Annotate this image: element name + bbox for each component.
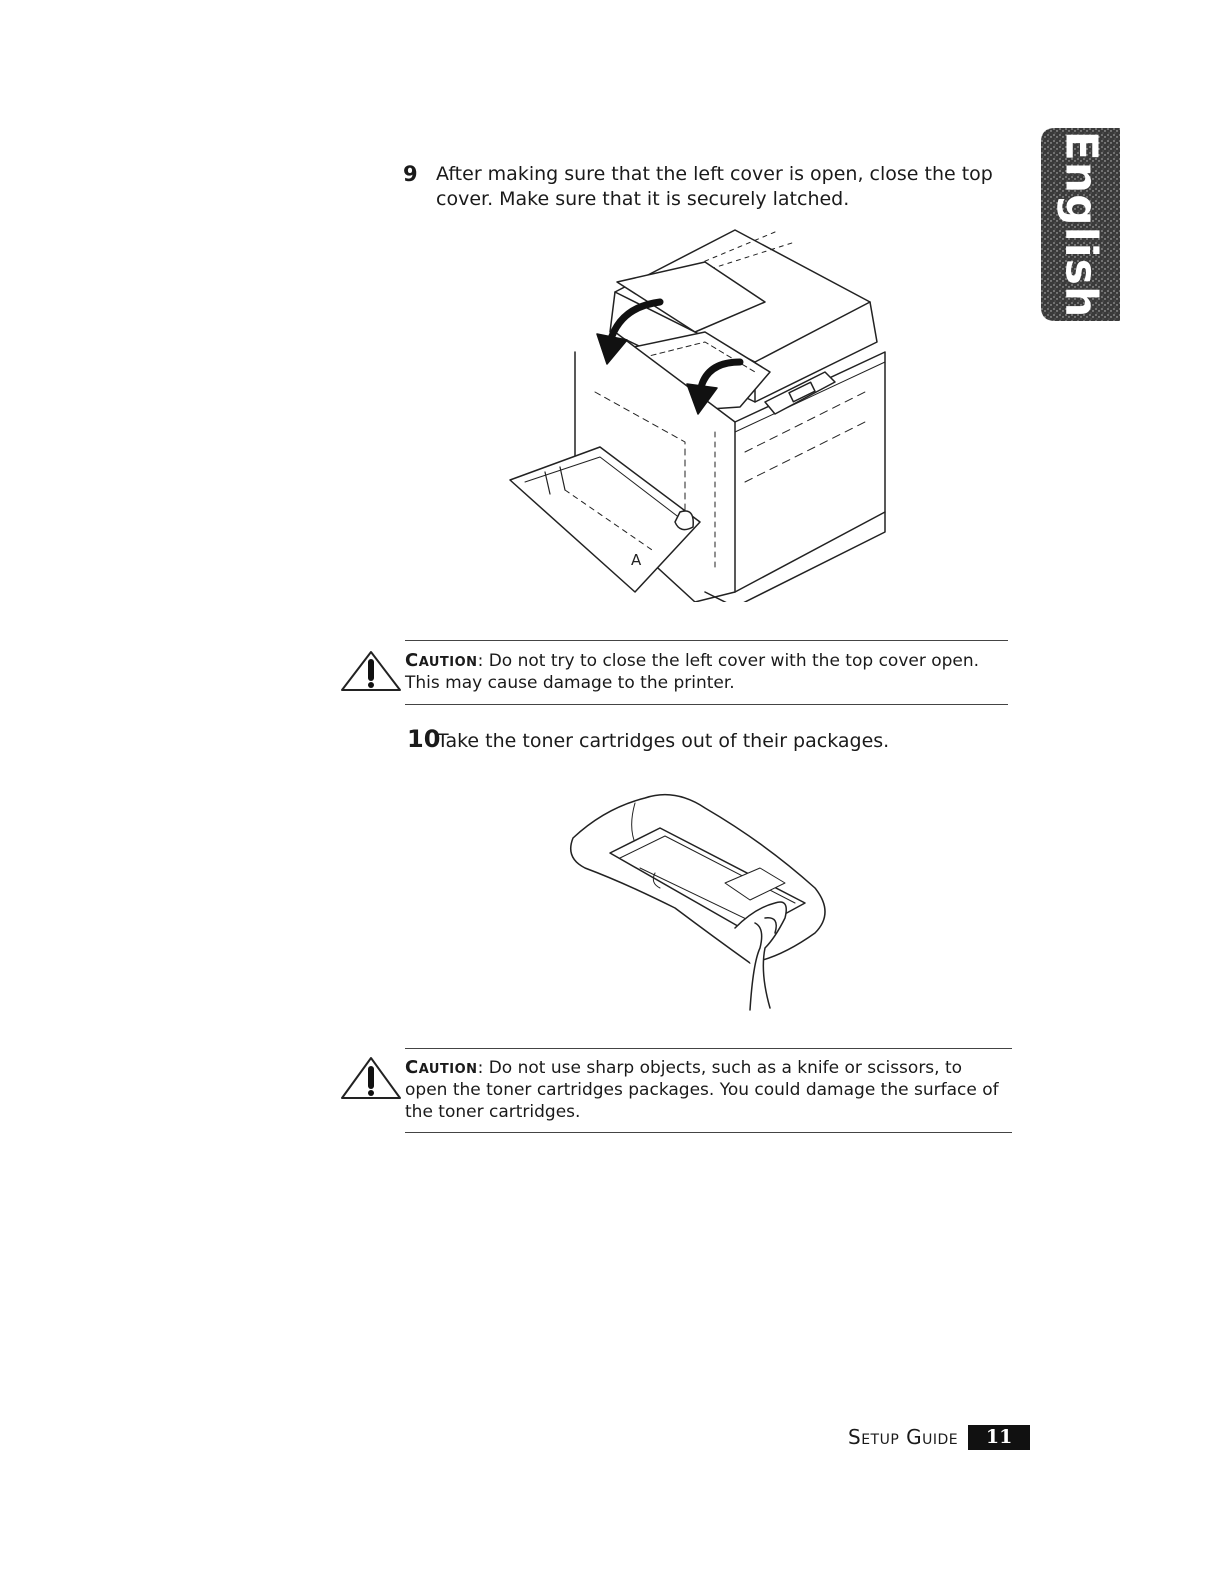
- divider: [405, 704, 1008, 705]
- caution-note-1: Caution: Do not try to close the left cover with the top cover open. This may cause damage to the printer.: [405, 640, 1008, 706]
- warning-triangle-icon: [338, 650, 404, 694]
- step-number: 9: [403, 162, 418, 186]
- page-footer: [848, 1424, 1030, 1450]
- caution-label: Caution: [405, 1057, 478, 1078]
- callout-letter: A: [631, 551, 642, 569]
- warning-triangle-icon: [338, 1056, 404, 1102]
- toner-cartridge-illustration: [565, 788, 835, 1013]
- caution-label: Caution: [405, 650, 478, 671]
- step-text: After making sure that the left cover is open, close the top cover. Make sure that it is securely latched.: [436, 163, 993, 210]
- caution-note-2: Caution: Do not use sharp objects, such as a knife or scissors, to open the toner cartridges packages. You could damage the surface of the toner cartridges.: [405, 1048, 1012, 1134]
- step-number: 10: [407, 725, 441, 753]
- caution-text: Do not use sharp objects, such as a knife or scissors, to open the toner cartridges packages. You could damage the surface of the toner cartridges.: [405, 1058, 999, 1122]
- language-tab: [1041, 128, 1120, 321]
- divider: [405, 1048, 1012, 1049]
- step-text: Take the toner cartridges out of their packages.: [437, 730, 890, 752]
- page-number: 11: [968, 1425, 1030, 1450]
- caution-text: Do not try to close the left cover with the top cover open. This may cause damage to the printer.: [405, 651, 980, 693]
- divider: [405, 1132, 1012, 1133]
- divider: [405, 640, 1008, 641]
- printer-illustration: [505, 222, 895, 602]
- language-tab-label: English: [1055, 130, 1106, 319]
- guide-label: Setup Guide: [848, 1425, 959, 1449]
